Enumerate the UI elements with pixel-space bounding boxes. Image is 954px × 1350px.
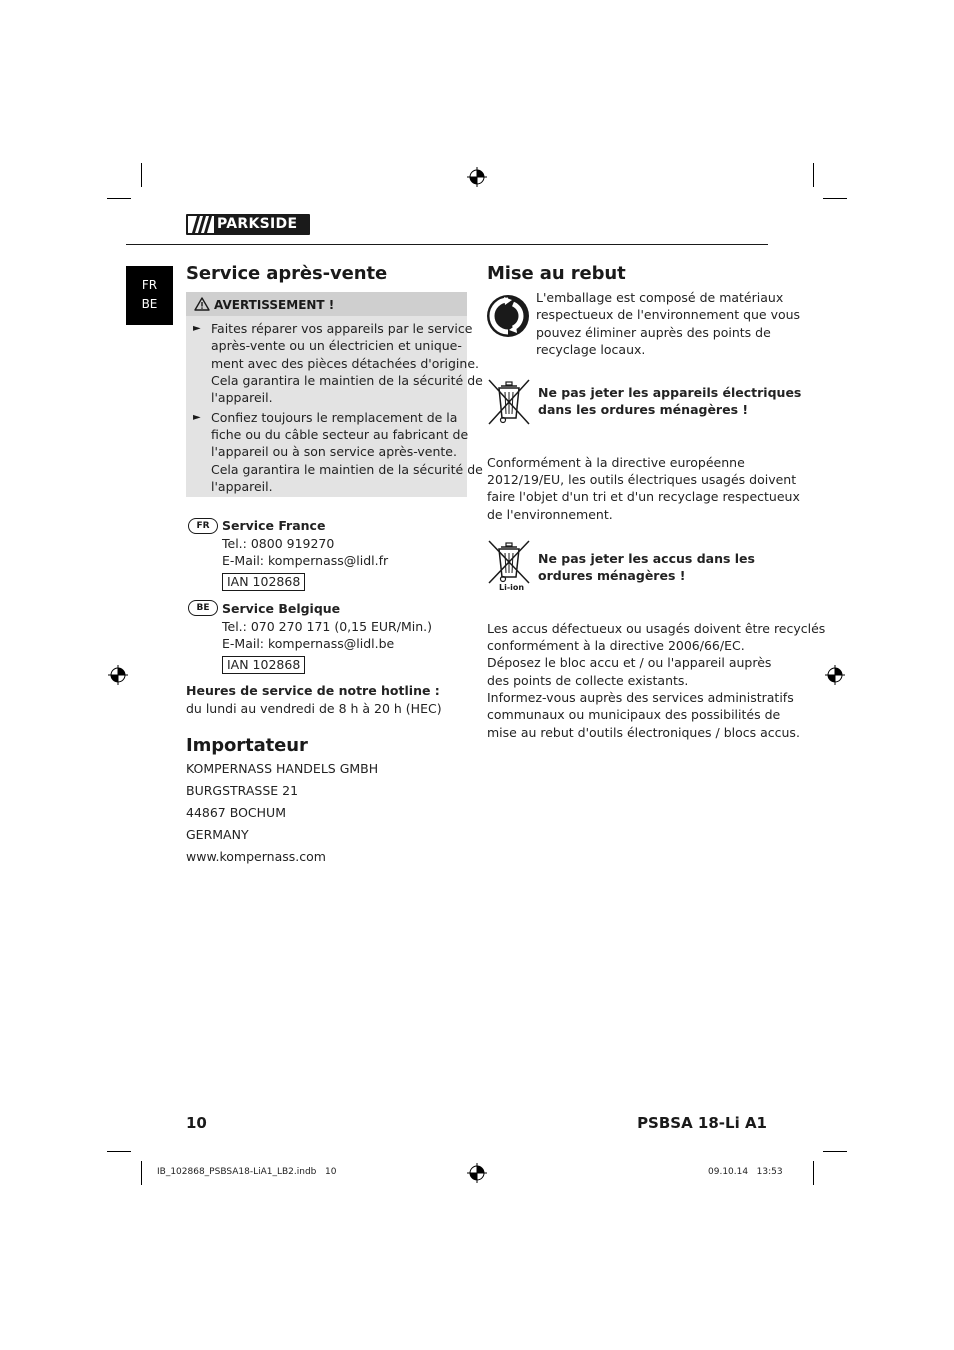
page-number: 10: [186, 1114, 207, 1132]
country-badge-fr: FR: [188, 518, 218, 534]
battery-text: Déposez le bloc accu et / ou l'appareil auprès: [487, 655, 772, 670]
battery-text: communaux ou municipaux des possibilités de: [487, 707, 781, 722]
crop-mark: [141, 1161, 142, 1185]
directive-text: Conformément à la directive européenne: [487, 455, 745, 470]
importer-line: BURGSTRASSE 21: [186, 783, 299, 798]
warning-text: Confiez toujours le remplacement de la: [211, 410, 458, 425]
packaging-text: L'emballage est composé de matériaux: [536, 290, 784, 305]
service-title: Service après-vente: [186, 263, 388, 284]
battery-text: Informez-vous auprès des services administratifs: [487, 690, 794, 705]
warning-title: AVERTISSEMENT !: [214, 298, 335, 312]
service-france-email[interactable]: E-Mail: kompernass@lidl.fr: [222, 553, 389, 568]
bullet-arrow-icon: ►: [193, 412, 201, 423]
warning-text: Faites réparer vos appareils par le service: [211, 321, 473, 336]
country-badge-be: BE: [188, 600, 218, 616]
ian-number: IAN 102868: [222, 656, 305, 674]
hotline-title: Heures de service de notre hotline :: [186, 683, 440, 698]
crop-mark: [823, 1151, 847, 1152]
directive-text: faire l'objet d'un tri et d'un recyclage respectueux: [487, 489, 800, 504]
warning-text: Cela garantira le maintien de la sécurité de: [211, 462, 483, 477]
hotline-hours: du lundi au vendredi de 8 h à 20 h (HEC): [186, 701, 442, 716]
registration-mark-icon: [467, 1163, 487, 1183]
crop-mark: [107, 1151, 131, 1152]
crossed-battery-bin-icon: [486, 539, 532, 585]
battery-warning: Ne pas jeter les accus dans les: [538, 551, 755, 566]
directive-text: de l'environnement.: [487, 507, 613, 522]
weee-warning: dans les ordures ménagères !: [538, 402, 749, 417]
service-france-name: Service France: [222, 518, 326, 533]
parkside-logo: [186, 214, 310, 235]
packaging-text: pouvez éliminer auprès des points de: [536, 325, 771, 340]
warning-text: Cela garantira le maintien de la sécurité de: [211, 373, 483, 388]
service-france-tel: Tel.: 0800 919270: [222, 536, 335, 551]
bullet-arrow-icon: ►: [193, 323, 201, 334]
service-belgique-name: Service Belgique: [222, 601, 341, 616]
green-dot-recycling-icon: [486, 294, 530, 338]
brand-name: PARKSIDE: [217, 216, 298, 232]
service-belgique-tel: Tel.: 070 270 171 (0,15 EUR/Min.): [222, 619, 432, 634]
importer-title: Importateur: [186, 735, 308, 756]
warning-text: fiche ou du câble secteur au fabricant de: [211, 427, 469, 442]
warning-triangle-icon: [194, 297, 210, 311]
importer-line: GERMANY: [186, 827, 249, 842]
print-slug-date: 09.10.14 13:53: [708, 1167, 783, 1177]
packaging-text: recyclage locaux.: [536, 342, 646, 357]
crop-mark: [813, 1161, 814, 1185]
importer-line: KOMPERNASS HANDELS GMBH: [186, 761, 379, 776]
warning-text: l'appareil.: [211, 390, 273, 405]
crop-mark: [813, 163, 814, 187]
crop-mark: [823, 198, 847, 199]
header-rule: [126, 244, 768, 245]
battery-text: conformément à la directive 2006/66/EC.: [487, 638, 745, 653]
print-slug-file: IB_102868_PSBSA18-LiA1_LB2.indb 10: [157, 1167, 337, 1177]
registration-mark-icon: [467, 167, 487, 187]
directive-text: 2012/19/EU, les outils électriques usagés doivent: [487, 472, 797, 487]
service-belgique-email[interactable]: E-Mail: kompernass@lidl.be: [222, 636, 395, 651]
li-ion-label: Li-ion: [499, 583, 525, 592]
battery-text: des points de collecte existants.: [487, 673, 689, 688]
registration-mark-icon: [108, 665, 128, 685]
crop-mark: [107, 198, 131, 199]
crop-mark: [141, 163, 142, 187]
battery-text: mise au rebut d'outils électroniques / blocs accus.: [487, 725, 800, 740]
logo-stripes-icon: [188, 216, 214, 233]
importer-website[interactable]: www.kompernass.com: [186, 849, 326, 864]
warning-text: après-vente ou un électricien et unique-: [211, 338, 462, 353]
ian-number: IAN 102868: [222, 573, 305, 591]
battery-text: Les accus défectueux ou usagés doivent être recyclés: [487, 621, 826, 636]
warning-text: l'appareil ou à son service après-vente.: [211, 444, 457, 459]
language-tab: [126, 266, 173, 325]
model-name: PSBSA 18-Li A1: [637, 1114, 767, 1132]
language-code: BE: [141, 297, 158, 311]
disposal-title: Mise au rebut: [487, 263, 626, 284]
warning-text: ment avec des pièces détachées d'origine.: [211, 356, 479, 371]
battery-warning: ordures ménagères !: [538, 568, 686, 583]
weee-warning: Ne pas jeter les appareils électriques: [538, 385, 802, 400]
warning-text: l'appareil.: [211, 479, 273, 494]
crossed-bin-icon: [486, 378, 532, 426]
packaging-text: respectueux de l'environnement que vous: [536, 307, 801, 322]
language-code: FR: [141, 278, 158, 292]
registration-mark-icon: [825, 665, 845, 685]
importer-line: 44867 BOCHUM: [186, 805, 286, 820]
